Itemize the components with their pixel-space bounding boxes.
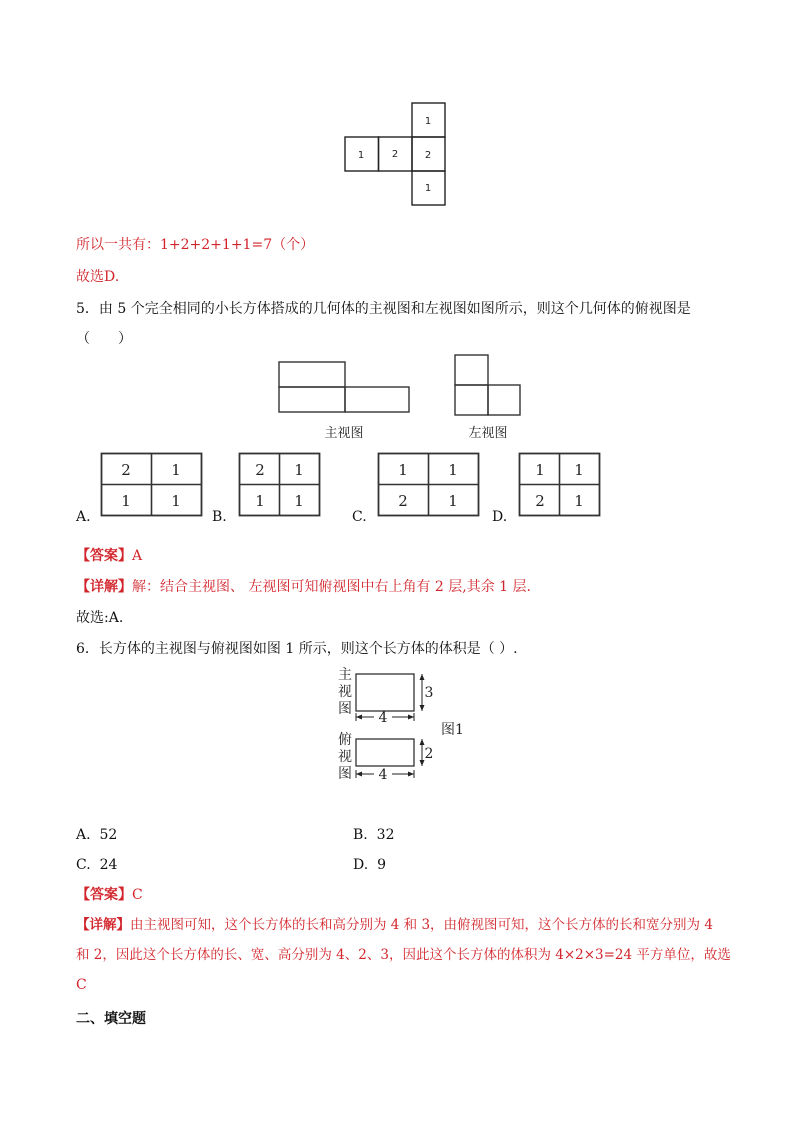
q6-front-view-rect [356, 674, 414, 711]
q5-a-cell-bl: 1 [121, 492, 131, 510]
q5-c-cell-tl: 1 [398, 461, 408, 479]
q6-choice-b [353, 826, 394, 844]
q5-d-cell-tr: 1 [574, 461, 584, 479]
q5-paren: （ ） [76, 331, 132, 347]
q6-choice-c-value: 24 [99, 857, 118, 873]
q5-conclusion: 故选:A. [76, 610, 124, 626]
q6-answer-value: C [132, 887, 143, 903]
q6-detail-line-2: 和 2，因此这个长方体的长、宽、高分别为 4、2、3，因此这个长方体的体积为 4×2×3=24 平方单位，故选 [76, 947, 731, 963]
q6-top-label-2: 视 [338, 749, 352, 765]
q4-choice-line: 故选D. [76, 269, 120, 285]
q6-detail-tag: 【详解】 [76, 917, 130, 933]
q5-detail-text: 解：结合主视图、 左视图可知俯视图中右上角有 2 层,其余 1 层. [132, 579, 531, 595]
q5-b-cell-bl: 1 [255, 492, 265, 510]
q6-front-label-2: 视 [338, 684, 352, 700]
q6-top-view-rect [356, 739, 414, 766]
q6-top-label-3: 图 [338, 766, 352, 782]
q6-choice-d [353, 856, 386, 874]
q5-c-cell-br: 1 [448, 492, 458, 510]
q5-b-cell-tl: 2 [255, 461, 265, 479]
q6-choice-d-letter: D. [353, 857, 369, 873]
q5-b-cell-tr: 1 [294, 461, 304, 479]
q5-option-b-letter: B. [212, 509, 227, 525]
q5-detail-tag: 【详解】 [76, 579, 132, 595]
left-view-label: 左视图 [468, 426, 508, 441]
q5-d-cell-bl: 2 [535, 492, 545, 510]
q5-a-cell-tr: 1 [171, 461, 181, 479]
section-heading: 二、填空题 [76, 1011, 146, 1027]
q5-answer-line [76, 547, 142, 565]
q5-d-cell-br: 1 [574, 492, 584, 510]
net-cell-bottom: 1 [424, 183, 432, 194]
q6-detail-line-1 [76, 916, 713, 934]
q6-choice-c-letter: C. [76, 857, 91, 873]
q5-answer-tag: 【答案】 [76, 548, 132, 564]
q6-choice-a [76, 826, 117, 844]
q6-front-width: 4 [378, 710, 388, 726]
q6-stem: 6．长方体的主视图与俯视图如图 1 所示，则这个长方体的体积是（ ）. [76, 641, 518, 657]
cube-net-figure [340, 100, 450, 208]
q5-c-cell-bl: 2 [398, 492, 408, 510]
q5-b-cell-br: 1 [294, 492, 304, 510]
q5-detail-line [76, 578, 531, 596]
q5-option-c-letter: C. [352, 509, 367, 525]
q6-detail-line-3: C [76, 977, 87, 993]
front-view-label: 主视图 [324, 426, 364, 441]
q6-choice-c [76, 856, 117, 874]
q5-a-cell-br: 1 [171, 492, 181, 510]
q6-front-label-1: 主 [338, 667, 352, 683]
q5-option-d-letter: D. [492, 509, 508, 525]
q5-a-cell-tl: 2 [121, 461, 131, 479]
q5-answer-value: A [132, 548, 143, 564]
q6-choice-b-letter: B. [353, 827, 368, 843]
net-cell-top: 1 [424, 116, 432, 127]
q5-option-b-grid [238, 452, 322, 518]
net-cell-left: 1 [357, 150, 365, 161]
net-cell-center: 2 [424, 150, 432, 161]
q6-choice-d-value: 9 [377, 857, 387, 873]
q6-figure [334, 662, 464, 792]
q6-detail-text-1: 由主视图可知，这个长方体的长和高分别为 4 和 3，由俯视图可知，这个长方体的长和宽分别为 4 [130, 917, 713, 933]
q6-answer-line [76, 886, 143, 904]
q6-choice-a-letter: A. [76, 827, 91, 843]
q6-choice-a-value: 52 [99, 827, 118, 843]
q6-front-label-3: 图 [338, 701, 352, 717]
q5-c-cell-tr: 1 [448, 461, 458, 479]
q6-front-height: 3 [424, 685, 434, 701]
left-view-figure [452, 352, 524, 442]
q6-top-width: 4 [378, 767, 388, 783]
q5-stem: 5．由 5 个完全相同的小长方体搭成的几何体的主视图和左视图如图所示，则这个几何体的俯视图是 [76, 301, 691, 317]
q6-choice-b-value: 32 [376, 827, 395, 843]
q5-option-a-grid [100, 452, 204, 518]
q6-answer-tag: 【答案】 [76, 887, 132, 903]
front-view-figure [275, 358, 415, 442]
q5-option-c-grid [377, 452, 481, 518]
q5-d-cell-tl: 1 [535, 461, 545, 479]
q6-top-label-1: 俯 [338, 732, 352, 748]
net-cell-middle: 2 [391, 149, 399, 160]
q6-figure-caption: 图1 [441, 722, 464, 738]
q6-top-depth: 2 [424, 746, 434, 762]
q4-sum-line: 所以一共有：1+2+2+1+1=7（个） [76, 237, 315, 253]
q5-option-a-letter: A. [76, 509, 91, 525]
q5-option-d-grid [518, 452, 602, 518]
